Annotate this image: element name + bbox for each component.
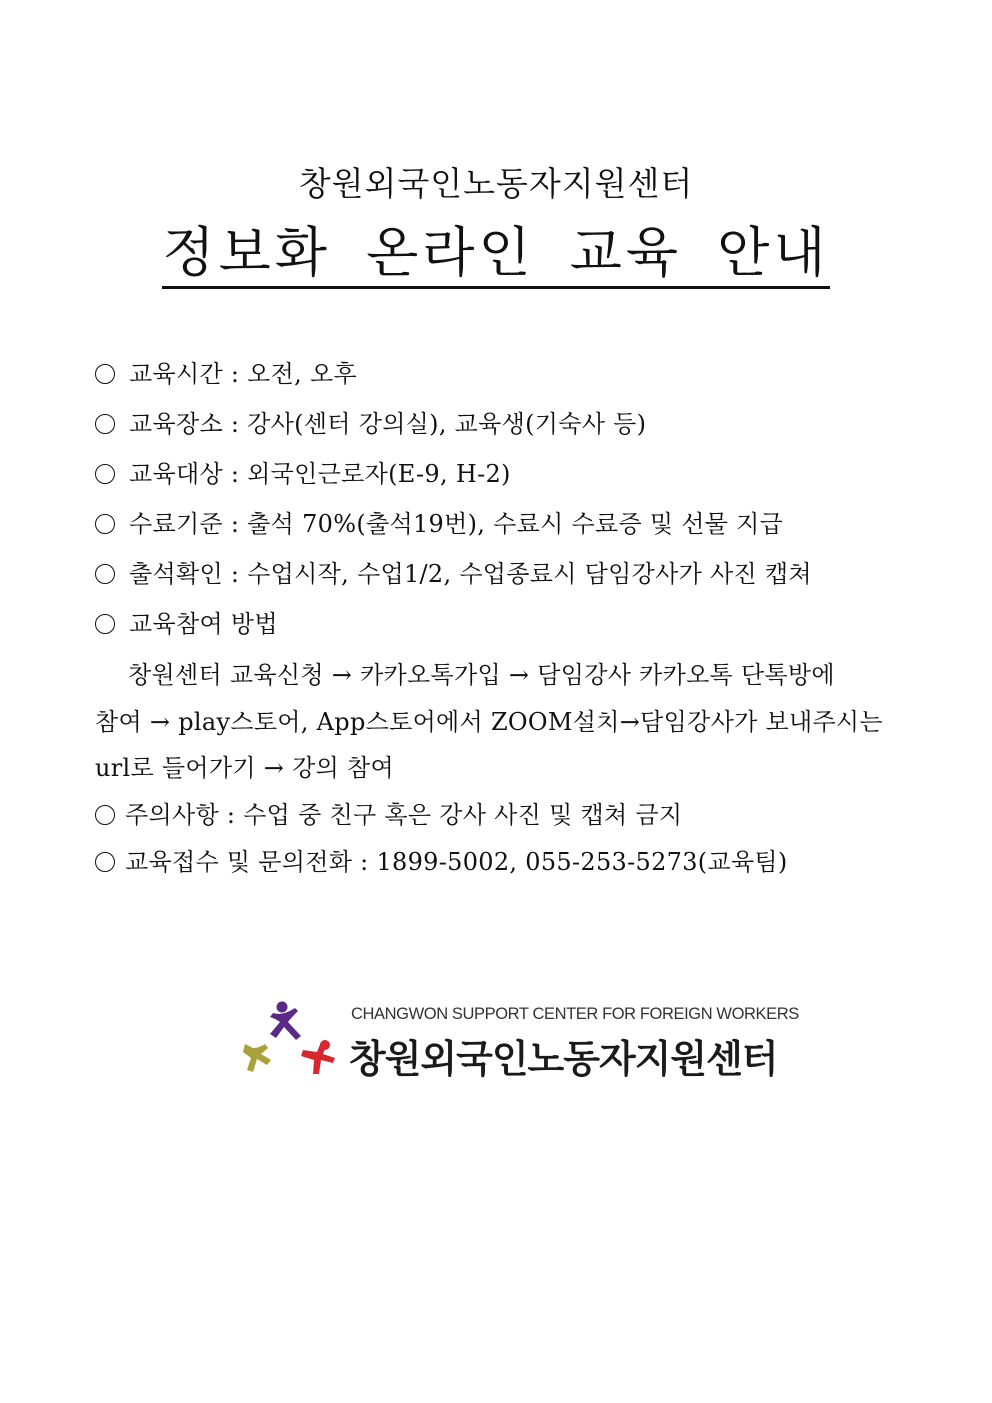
red-figure — [301, 1040, 335, 1074]
circle-bullet-icon — [95, 805, 115, 825]
note-item-caution — [95, 795, 682, 830]
circle-bullet-icon — [95, 364, 115, 384]
page-title — [0, 210, 992, 287]
circle-bullet-icon — [95, 514, 115, 534]
method-text-line-1: 창원센터 교육신청 → 카카오톡가입 → 담임강사 카카오톡 단톡방에 — [128, 661, 835, 689]
circle-bullet-icon — [95, 564, 115, 584]
info-item-text: 교육장소 : 강사(센터 강의실), 교육생(기숙사 등) — [129, 410, 647, 438]
logo-korean-name: 창원외국인노동자지원센터 — [349, 1037, 778, 1081]
info-item-attendance — [95, 554, 812, 589]
page-title-text: 정보화 온라인 교육 안내 — [162, 221, 829, 289]
info-item-target — [95, 454, 511, 489]
people-logo-icon — [243, 1000, 343, 1080]
circle-bullet-icon — [95, 414, 115, 434]
note-item-text: 주의사항 : 수업 중 친구 혹은 강사 사진 및 캡쳐 금지 — [125, 801, 683, 829]
method-text-line-2: 참여 → play스토어, App스토어에서 ZOOM설치→담임강사가 보내주시는 — [95, 708, 883, 736]
circle-bullet-icon — [95, 852, 115, 872]
logo-english-name: CHANGWON SUPPORT CENTER FOR FOREIGN WORKERS — [351, 1005, 799, 1023]
info-item-place — [95, 404, 646, 439]
info-item-text: 수료기준 : 출석 70%(출석19번), 수료시 수료증 및 선물 지급 — [129, 510, 784, 538]
olive-figure — [243, 1044, 271, 1072]
info-item-text: 출석확인 : 수업시작, 수업1/2, 수업종료시 담임강사가 사진 캡쳐 — [129, 560, 812, 588]
purple-figure — [270, 1002, 301, 1041]
info-item-text: 교육대상 : 외국인근로자(E-9, H-2) — [129, 460, 511, 488]
circle-bullet-icon — [95, 614, 115, 634]
circle-bullet-icon — [95, 464, 115, 484]
info-item-method — [95, 604, 278, 639]
info-item-text: 교육시간 : 오전, 오후 — [129, 360, 357, 388]
info-item-text: 교육참여 방법 — [129, 610, 278, 638]
info-item-time — [95, 354, 357, 389]
note-item-text: 교육접수 및 문의전화 : 1899-5002, 055-253-5273(교육팀) — [125, 848, 788, 876]
method-text-line-3: url로 들어가기 → 강의 참여 — [95, 754, 394, 782]
info-item-completion — [95, 504, 783, 539]
org-title: 창원외국인노동자지원센터 — [298, 164, 694, 203]
note-item-contact — [95, 842, 788, 877]
center-logo — [243, 1000, 799, 1090]
